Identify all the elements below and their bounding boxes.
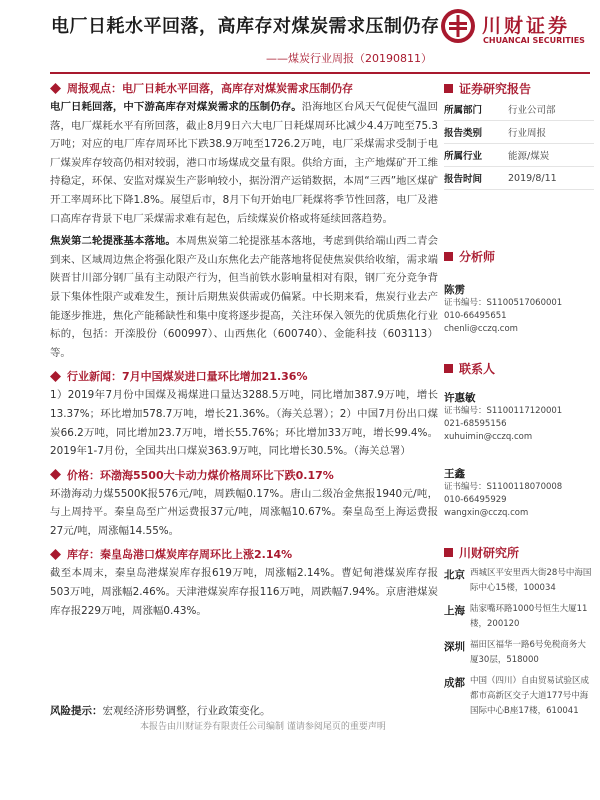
branch-city: 成都: [444, 677, 465, 689]
sidebar-heading-institute: [444, 542, 594, 562]
branch-item: [444, 602, 594, 632]
stock-paragraph: 截至本周末，秦皇岛港煤炭库存报619万吨，周涨幅2.14%。曹妃甸港煤炭库存报503万吨，周涨幅2.46%。天津港煤炭库存报116万吨，周跌幅7.94%。京唐港煤炭库存报229万吨，周涨幅0.43%。: [50, 567, 438, 617]
sidebar-heading-contact: [444, 358, 594, 378]
logo-text-cn: 川财证券: [482, 15, 571, 37]
view-paragraph-2: [50, 232, 438, 362]
sidebar-heading-report: [444, 78, 594, 98]
diamond-bullet-icon: [50, 469, 61, 480]
branch-address: 福田区福华一路6号免税商务大厦30层，518000: [470, 640, 586, 665]
contact-cert: 证书编号：S1100117120001: [444, 406, 563, 416]
header-divider: [50, 72, 590, 74]
branch-city: 上海: [444, 605, 465, 617]
diamond-bullet-icon: [50, 371, 61, 382]
contact-section-heading: 联系人: [459, 361, 496, 376]
branch-item: [444, 638, 594, 668]
institute-section-heading: 川财研究所: [459, 545, 520, 560]
branch-city: 北京: [444, 569, 465, 581]
info-value: 行业公司部: [508, 105, 556, 116]
report-header: [0, 0, 600, 80]
price-paragraph: 环渤海动力煤5500K报576元/吨，周跌幅0.17%。唐山二级冶金焦报1940元/吨，与上周持平。秦皇岛至广州运费报37元/吨，周涨幅10.67%。秦皇岛至上海运费报27元/吨，周涨幅14.55%。: [50, 487, 438, 537]
analyst-section-heading: 分析师: [459, 249, 496, 264]
analyst-phone: 010-66495651: [444, 311, 507, 321]
view-p2-lead: 焦炭第二轮提涨基本落地。: [50, 235, 176, 248]
branch-address: 陆家嘴环路1000号恒生大厦11楼，200120: [470, 604, 588, 629]
section-heading-stock: [50, 544, 438, 564]
report-subtitle: ——煤炭行业周报（20190811）: [266, 52, 432, 65]
view-heading: 周报观点：电厂日耗水平回落，高库存对煤炭需求压制仍存: [67, 82, 353, 95]
footer-disclaimer: 本报告由川财证券有限责任公司编制 谨请参阅尾页的重要声明: [140, 722, 386, 732]
view-paragraph-1: [50, 98, 438, 228]
company-logo-icon: [440, 8, 476, 44]
info-row: [444, 144, 594, 167]
report-title: 电厂日耗水平回落，高库存对煤炭需求压制仍存: [51, 16, 440, 37]
view-p1-lead: 电厂日耗回落，中下游高库存对煤炭需求的压制仍存。: [50, 101, 302, 113]
news-heading: 行业新闻：7月中国煤炭进口量环比增加21.36%: [67, 370, 308, 384]
contact-name: 许惠敏: [444, 392, 476, 404]
view-p1-body: 沿海地区台风天气促使气温回落，电厂煤耗水平有所回落，截止8月9日六大电厂日耗煤周环比减少4.4万吨至75.3万吨；对应的电厂库存周环比下跌38.9万吨至1726.2万吨，电厂采煤需求受制于电厂煤炭库存较高仍相对较弱，港口市场煤成交量有限。供给方面，主产地煤矿开工维持稳定，环保、安监对煤炭生产影响较小，据汾渭产运销数据，本周“三西”地区煤矿开工率周环比下降1.8%。展望后市，8月下旬开始电厂耗煤将季节性回落，电厂及港口高库存背景下电厂采煤需求难有起色，后续煤炭价格或将延续回落趋势。: [50, 101, 439, 225]
contact-email[interactable]: wangxin@cczq.com: [444, 508, 529, 518]
contact-phone: 021-68595156: [444, 419, 507, 429]
main-column: [50, 78, 438, 620]
stock-heading: 库存：秦皇岛港口煤炭库存周环比上涨2.14%: [67, 548, 293, 562]
info-value: 2019/8/11: [508, 172, 557, 184]
info-row: [444, 98, 594, 121]
square-bullet-icon: [444, 548, 453, 557]
branch-address: 西城区平安里西大街28号中海国际中心15楼，100034: [470, 568, 592, 593]
square-bullet-icon: [444, 364, 453, 373]
section-heading-view: [50, 78, 438, 98]
info-key: 报告时间: [444, 174, 483, 185]
contact-email[interactable]: xuhuimin@cczq.com: [444, 432, 533, 442]
report-section-heading: 证券研究报告: [459, 81, 532, 96]
branch-address: 中国（四川）自由贸易试验区成都市高新区交子大道177号中海国际中心B座17楼，610041: [470, 676, 590, 716]
logo-text-en: CHUANCAI SECURITIES: [483, 36, 585, 45]
section-heading-price: [50, 465, 438, 485]
diamond-bullet-icon: [50, 549, 61, 560]
info-key: 所属行业: [444, 151, 483, 162]
risk-label: 风险提示：: [50, 705, 103, 717]
contact-name: 王鑫: [444, 468, 465, 480]
sidebar-heading-analyst: [444, 246, 594, 266]
info-row: [444, 167, 594, 190]
price-heading: 价格：环渤海5500大卡动力煤价格周环比下跌0.17%: [67, 468, 334, 482]
analyst-cert: 证书编号：S1100517060001: [444, 298, 563, 308]
news-paragraph: 1）2019年7月份中国煤及褐煤进口量达3288.5万吨，同比增加387.9万吨，增长13.37%；环比增加578.7万吨，增长21.36%。（海关总署）；2）中国7月份出口煤炭66.2万吨，同比增加23.7万吨，增长55.76%；环比增加33万吨，增长99.4%。2019年1-7月份，全国共出口煤炭363.9万吨，同比增长30.5%。（海关总署）: [50, 389, 438, 458]
risk-text: 宏观经济形势调整，行业政策变化。: [102, 705, 271, 717]
section-heading-news: [50, 366, 438, 386]
company-logo: [440, 8, 590, 48]
info-value: 行业周报: [508, 128, 547, 139]
branch-item: [444, 674, 594, 719]
analyst-email[interactable]: chenli@cczq.com: [444, 324, 518, 334]
info-value: 能源/煤炭: [508, 151, 550, 162]
sidebar: [444, 78, 594, 725]
branch-item: [444, 566, 594, 596]
risk-note: [50, 703, 271, 718]
square-bullet-icon: [444, 252, 453, 261]
view-p2-body: 本周焦炭第二轮提涨基本落地，考虑到供给端山西二青会到来、区域周边焦企将强化限产及山东焦化去产能落地将促使焦炭供给收缩，需求端陕晋甘川部分钢厂虽有主动限产行为，但当前铁水影响量相对有限，钢厂充分竞争背景下集体性限产或难发生，预计后期焦炭供需或仍偏紧。中长期来看，焦炭行业去产能逐步推进，焦化产能稀缺性和集中度将逐步提高，关注环保入领先的优质焦化行业标的，包括：开滦股份（600997）、山西焦化（600740）、金能科技（603113）等。: [50, 235, 439, 359]
contact-cert: 证书编号：S1100118070008: [444, 482, 563, 492]
branch-city: 深圳: [444, 641, 465, 653]
diamond-bullet-icon: [50, 83, 61, 94]
info-key: 所属部门: [444, 105, 483, 116]
info-key: 报告类别: [444, 128, 483, 139]
contact-phone: 010-66495929: [444, 495, 507, 505]
analyst-name: 陈雳: [444, 284, 465, 296]
square-bullet-icon: [444, 84, 453, 93]
info-row: [444, 121, 594, 144]
report-info-table: [444, 98, 594, 190]
